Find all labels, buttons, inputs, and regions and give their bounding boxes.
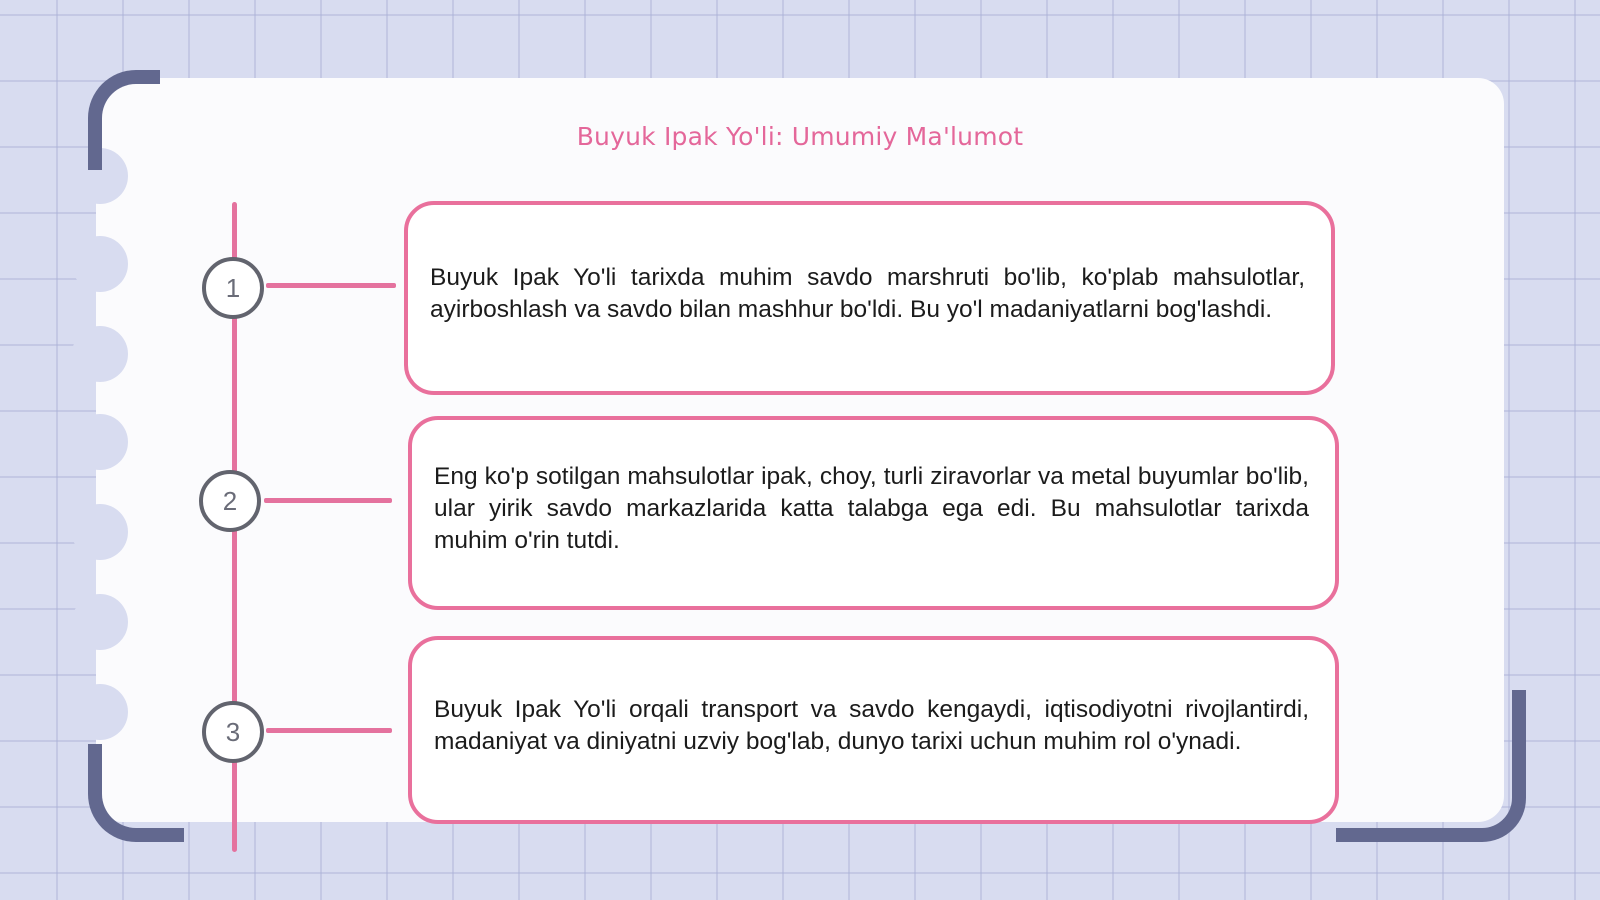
timeline-connector	[266, 728, 392, 733]
info-card-1	[404, 201, 1335, 395]
sheet-scallop	[72, 594, 128, 650]
sheet-scallop	[72, 684, 128, 740]
corner-bracket-top-left	[88, 70, 160, 170]
info-card-text: Buyuk Ipak Yo'li tarixda muhim savdo marshruti bo'lib, ko'plab mahsulotlar, ayirboshlash va savdo bilan mashhur bo'ldi. Bu yo'l madaniyatlarni bog'lashdi.	[430, 264, 1305, 323]
sheet-scallop	[72, 504, 128, 560]
info-card-3	[408, 636, 1339, 824]
sheet-scallop	[72, 236, 128, 292]
timeline-connector	[264, 498, 392, 503]
corner-bracket-bottom-right	[1336, 690, 1526, 842]
info-card-text: Eng ko'p sotilgan mahsulotlar ipak, choy, turli ziravorlar va metal buyumlar bo'lib, ular yirik savdo markazlarida katta talabga ega edi. Bu mahsulotlar tarixda muhim o'rin tutdi.	[434, 463, 1309, 554]
sheet-scallop	[72, 414, 128, 470]
sheet-scallop	[72, 326, 128, 382]
step-number-1: 1	[202, 257, 264, 319]
step-number-3: 3	[202, 701, 264, 763]
info-card-2	[408, 416, 1339, 610]
corner-bracket-bottom-left	[88, 744, 184, 842]
step-number-2: 2	[199, 470, 261, 532]
timeline-connector	[266, 283, 396, 288]
info-card-text: Buyuk Ipak Yo'li orqali transport va savdo kengaydi, iqtisodiyotni rivojlantirdi, madaniyat va diniyatni uzviy bog'lab, dunyo tarixi uchun muhim rol o'ynadi.	[434, 696, 1309, 755]
slide-title: Buyuk Ipak Yo'li: Umumiy Ma'lumot	[576, 122, 1024, 151]
